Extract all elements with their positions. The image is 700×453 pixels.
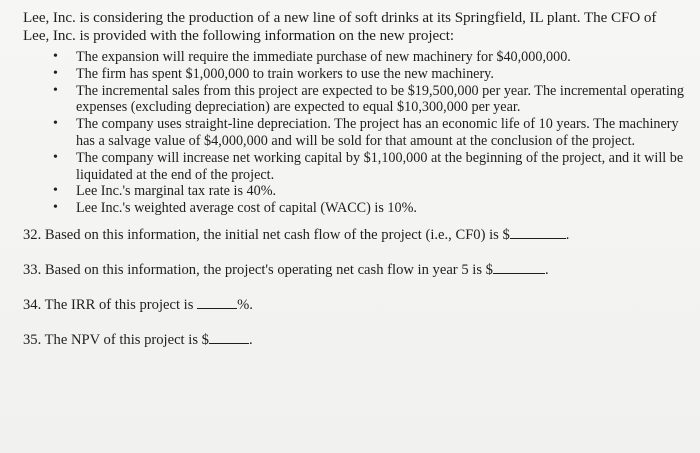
list-item [23,150,686,184]
fact-text: The incremental sales from this project are expected to be $19,500,000 per year. The incremental operating expenses (excluding depreciation) are expected to equal $10,300,000 per year. [76,82,684,116]
question-suffix: %. [237,296,253,313]
list-item [23,49,686,66]
question-suffix: . [565,226,570,243]
list-item [23,183,686,200]
question-number: 33. [23,261,42,278]
facts-list [23,49,686,217]
answer-blank[interactable] [493,261,545,274]
bullet-icon: • [53,65,58,81]
list-item [23,83,686,117]
fact-text: The expansion will require the immediate purchase of new machinery for $40,000,000. [76,49,571,65]
bullet-icon: • [53,200,58,216]
bullet-icon: • [53,82,58,98]
question-number: 35. [23,331,42,348]
bullet-icon: • [53,183,58,199]
question-number: 34. [23,296,42,313]
question-text: The IRR of this project is [44,296,194,313]
question-text: The NPV of this project is $ [44,331,209,348]
fact-text: Lee Inc.'s weighted average cost of capital (WACC) is 10%. [76,200,417,217]
intro-paragraph: Lee, Inc. is considering the production of a new line of soft drinks at its Springfield, IL plant. The CFO of Lee, Inc. is provided with the following information on the new project: [23,10,657,44]
answer-blank[interactable] [209,331,249,344]
question-35 [23,331,686,349]
question-33 [23,261,686,279]
list-item [23,66,686,83]
fact-text: The firm has spent $1,000,000 to train workers to use the new machinery. [76,65,494,82]
question-suffix: . [544,261,549,278]
questions-section [23,226,686,349]
bullet-icon: • [53,116,58,132]
question-suffix: . [248,331,253,348]
question-text: Based on this information, the initial net cash flow of the project (i.e., CF0) is $ [44,226,510,243]
question-number: 32. [23,226,42,243]
bullet-icon: • [53,49,58,64]
list-item [23,200,686,217]
fact-text: The company will increase net working capital by $1,100,000 at the beginning of the project, and it will be liquidated at the end of the project. [76,149,684,183]
question-34 [23,296,686,314]
answer-blank[interactable] [510,226,566,239]
question-32 [23,226,686,244]
answer-blank[interactable] [197,296,237,309]
list-item [23,116,686,150]
fact-text: The company uses straight-line depreciation. The project has an economic life of 10 years. The machinery has a salvage value of $4,000,000 and will be sold for that amount at the conclusion of the project. [76,116,679,149]
bullet-icon: • [53,149,58,165]
fact-text: Lee Inc.'s marginal tax rate is 40%. [76,183,277,200]
question-text: Based on this information, the project's operating net cash flow in year 5 is $ [44,261,493,278]
